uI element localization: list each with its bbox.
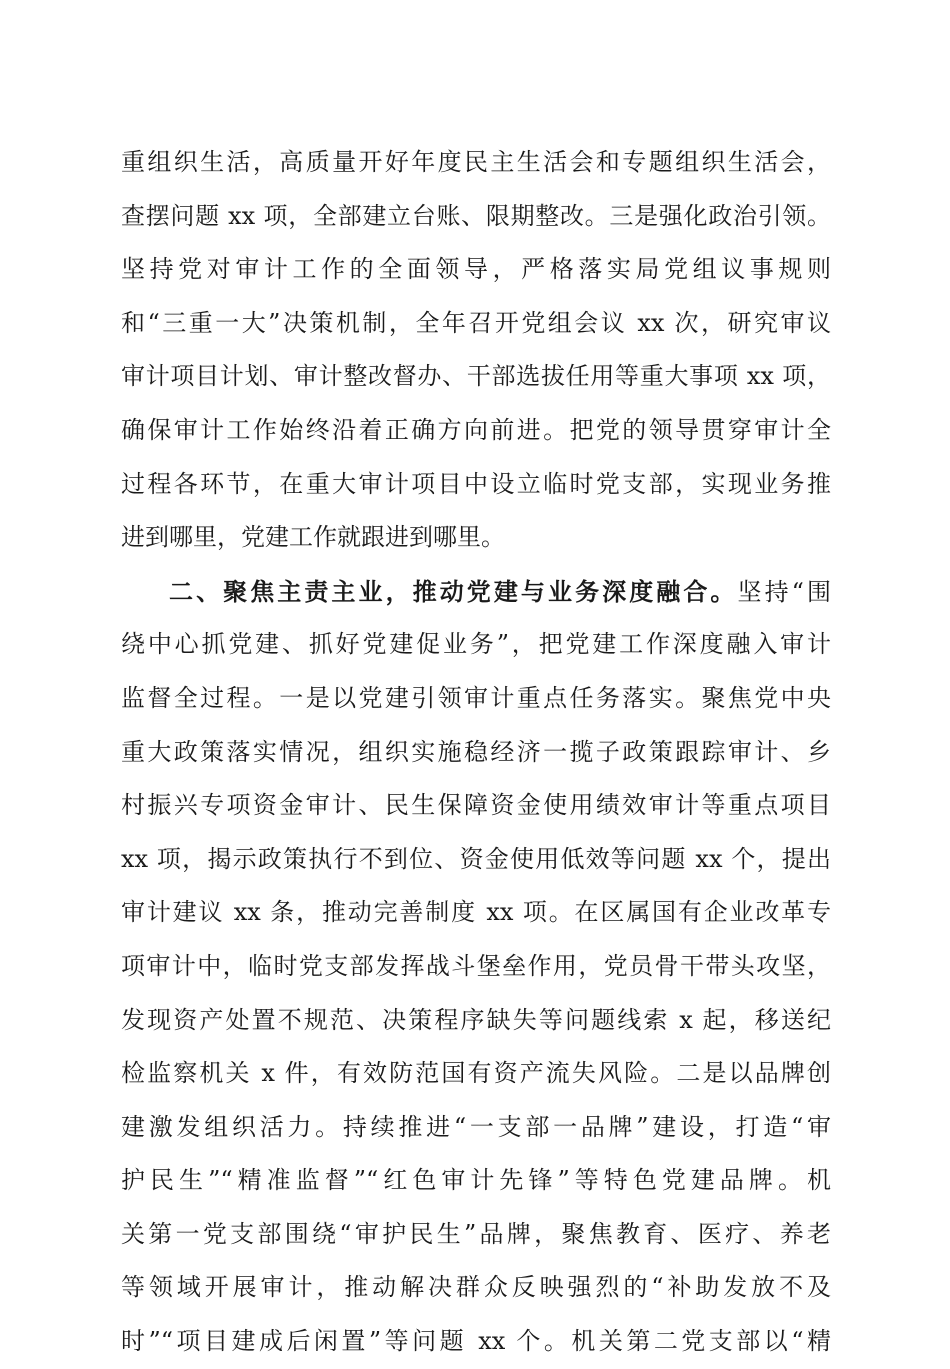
section-heading: 二、聚焦主责主业，推动党建与业务深度融合。 xyxy=(169,576,738,606)
text-line: 审计项目计划、审计整改督办、干部选拔任用等重大事项 xx 项， xyxy=(121,362,831,391)
text-line: 关第一党支部围绕“审护民生”品牌，聚焦教育、医疗、养老 xyxy=(121,1219,831,1248)
paragraph-2-first-line xyxy=(121,565,831,619)
document-body xyxy=(121,136,831,1369)
paragraph-2 xyxy=(121,565,831,1369)
text-line: 建激发组织活力。持续推进“一支部一品牌”建设，打造“审 xyxy=(121,1112,831,1141)
paragraph-1 xyxy=(121,136,831,565)
text-line: 过程各环节，在重大审计项目中设立临时党支部，实现业务推 xyxy=(121,469,831,498)
text-line: 项审计中，临时党支部发挥战斗堡垒作用，党员骨干带头攻坚， xyxy=(121,951,831,980)
text-line: 确保审计工作始终沿着正确方向前进。把党的领导贯穿审计全 xyxy=(121,415,831,444)
text-line: 审计建议 xx 条，推动完善制度 xx 项。在区属国有企业改革专 xyxy=(121,898,831,927)
text-line: 时”“项目建成后闲置”等问题 xx 个。机关第二党支部以“精 xyxy=(121,1327,831,1356)
text-line: 等领域开展审计，推动解决群众反映强烈的“补助发放不及 xyxy=(121,1273,831,1302)
text-line: 重大政策落实情况，组织实施稳经济一揽子政策跟踪审计、乡 xyxy=(121,737,831,766)
section-heading-continuation: 坚持“围 xyxy=(737,577,831,606)
text-line: 和“三重一大”决策机制，全年召开党组会议 xx 次，研究审议 xyxy=(121,308,831,337)
text-line: 绕中心抓党建、抓好党建促业务”，把党建工作深度融入审计 xyxy=(121,630,831,659)
text-line: 村振兴专项资金审计、民生保障资金使用绩效审计等重点项目 xyxy=(121,791,831,820)
text-line: 进到哪里，党建工作就跟进到哪里。 xyxy=(121,523,505,552)
text-line: xx 项，揭示政策执行不到位、资金使用低效等问题 xx 个，提出 xyxy=(121,844,831,873)
text-line: 检监察机关 x 件，有效防范国有资产流失风险。二是以品牌创 xyxy=(121,1059,831,1088)
text-line: 坚持党对审计工作的全面领导，严格落实局党组议事规则 xyxy=(121,255,831,284)
text-line: 重组织生活，高质量开好年度民主生活会和专题组织生活会， xyxy=(121,148,831,176)
text-line: 查摆问题 xx 项，全部建立台账、限期整改。三是强化政治引领。 xyxy=(121,201,831,230)
text-line: 护民生”“精准监督”“红色审计先锋”等特色党建品牌。机 xyxy=(121,1166,831,1195)
text-line: 发现资产处置不规范、决策程序缺失等问题线索 x 起，移送纪 xyxy=(121,1005,831,1034)
text-line: 监督全过程。一是以党建引领审计重点任务落实。聚焦党中央 xyxy=(121,683,831,712)
